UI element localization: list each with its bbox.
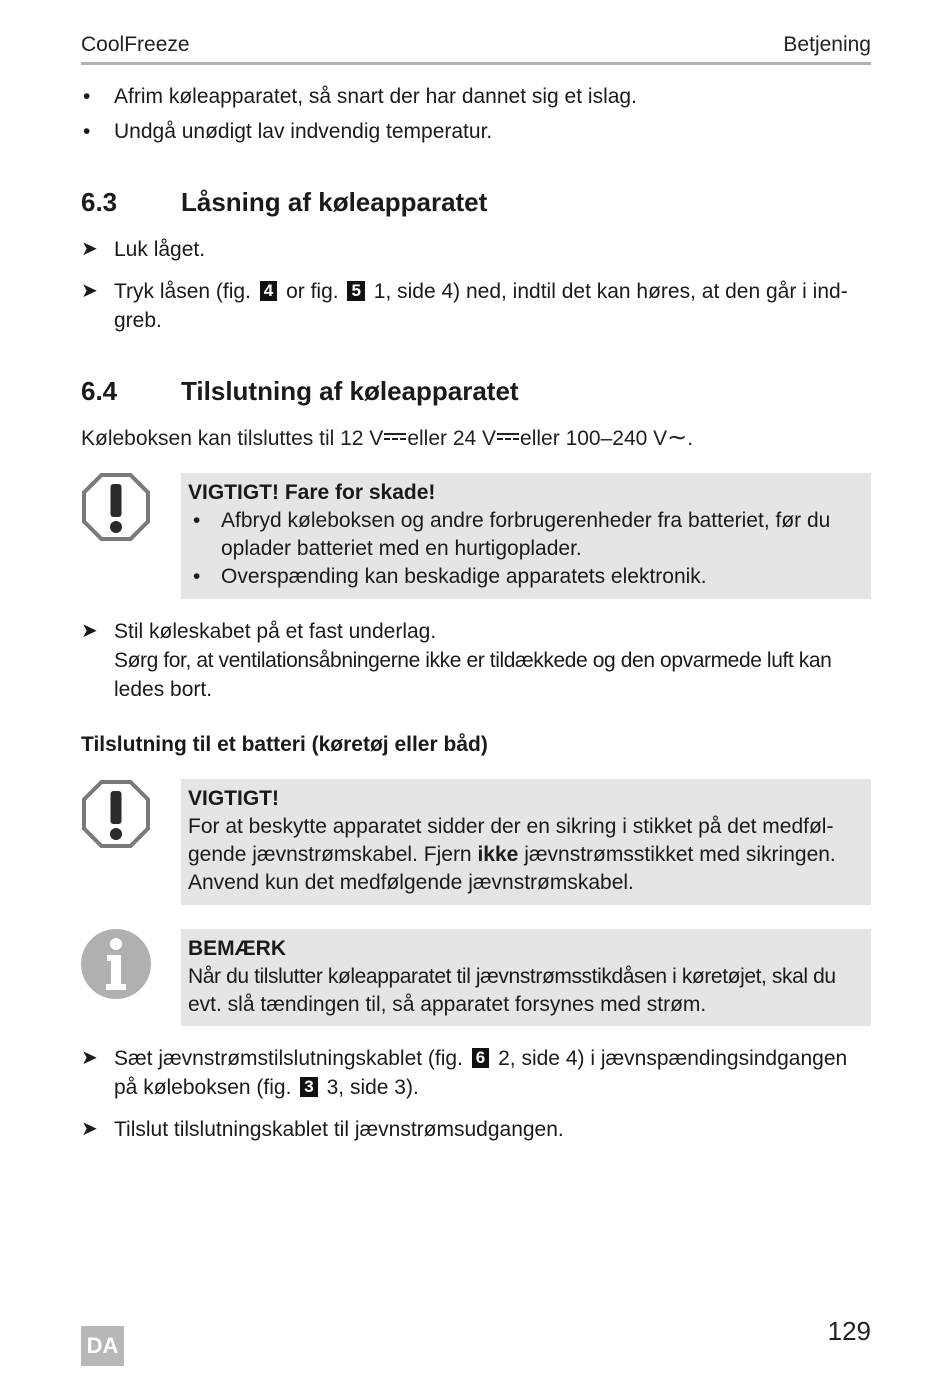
list-item	[188, 507, 864, 563]
step-text: Sæt jævnstrømstilslutningskablet (fig.	[114, 1047, 463, 1070]
intro-text: eller 24 V	[407, 427, 497, 450]
section-number: 6.4	[81, 376, 118, 406]
step-text: 3, side 3).	[326, 1076, 419, 1099]
note-title: BEMÆRK	[188, 937, 286, 960]
figure-badge: 5	[347, 281, 364, 301]
intro-text: .	[687, 427, 694, 450]
warning-text: For at beskytte apparatet sidder der en sikring i stikket på det medføl-	[188, 815, 834, 838]
warning-text: Anvend kun det medfølgende jævnstrømskabel.	[188, 871, 634, 894]
bullet-dot: •	[83, 85, 91, 108]
step-text: Luk låget.	[114, 238, 206, 261]
step-text: Tryk låsen (fig.	[114, 280, 251, 303]
section-title: Tilslutning af køleapparatet	[181, 376, 519, 406]
dc-symbol-icon	[497, 431, 519, 443]
warning-title: VIGTIGT! Fare for skade!	[188, 481, 436, 504]
warning-box	[181, 473, 871, 599]
subsection-heading: Tilslutning til et batteri (køretøj eller båd)	[81, 733, 488, 756]
bullet-dot: •	[83, 120, 91, 143]
warning-text-part: gende jævnstrømskabel. Fjern	[188, 843, 472, 866]
step-text: 1, side 4) ned, indtil det kan høres, at den går i ind-	[373, 280, 848, 303]
page-header	[81, 30, 871, 65]
step-arrow-icon: ➤	[81, 620, 98, 642]
manual-page	[81, 0, 871, 1373]
section-title: Låsning af køleapparatet	[181, 187, 488, 217]
warning-text: Afbryd køleboksen og andre forbrugerenheder fra batteriet, før du	[221, 509, 831, 532]
note-box	[181, 929, 871, 1026]
step-text: 2, side 4) i jævnspændingsindgangen	[498, 1047, 848, 1070]
step-text: Tilslut tilslutningskablet til jævnstrømsudgangen.	[114, 1118, 564, 1141]
language-tab: DA	[81, 1326, 124, 1366]
warning-title: VIGTIGT!	[188, 787, 279, 810]
warning-octagon-icon	[81, 779, 151, 849]
warning-text-part: jævnstrømsstikket med sikringen.	[524, 843, 836, 866]
step-text: på køleboksen (fig.	[114, 1076, 292, 1099]
ac-symbol-icon: ∼	[667, 424, 688, 451]
note-text: Når du tilslutter køleapparatet til jævnstrømsstikdåsen i køretøjet, skal du	[188, 965, 836, 988]
bullet-text: Undgå unødigt lav indvendig temperatur.	[114, 120, 493, 143]
header-product: CoolFreeze	[81, 33, 190, 56]
step-text: greb.	[114, 309, 162, 332]
intro-text: eller 100–240 V	[520, 427, 668, 450]
info-icon	[81, 929, 151, 999]
step-text: Sørg for, at ventilationsåbningerne ikke er tildækkede og den opvarmede luft kan	[114, 649, 832, 672]
bullet-dot: •	[193, 565, 201, 588]
voltage-intro	[81, 423, 871, 453]
warning-text: oplader batteriet med en hurtigoplader.	[221, 537, 582, 560]
step-arrow-icon: ➤	[81, 1047, 98, 1069]
step-arrow-icon: ➤	[81, 238, 98, 260]
header-chapter: Betjening	[783, 33, 871, 56]
list-item	[188, 563, 864, 591]
dc-symbol-icon	[384, 431, 406, 443]
warning-octagon-icon	[81, 472, 151, 542]
figure-badge: 4	[260, 281, 277, 301]
section-number: 6.3	[81, 187, 118, 217]
bullet-text: Afrim køleapparatet, så snart der har dannet sig et islag.	[114, 85, 637, 108]
page-number: 129	[827, 1316, 871, 1346]
step-text: ledes bort.	[114, 678, 213, 701]
bullet-dot: •	[193, 509, 201, 532]
step-text: or fig.	[286, 280, 339, 303]
warning-box	[181, 779, 871, 905]
figure-badge: 3	[300, 1077, 317, 1097]
step-arrow-icon: ➤	[81, 1118, 98, 1140]
figure-badge: 6	[472, 1048, 489, 1068]
warning-emphasis: ikke	[477, 843, 519, 866]
note-text: evt. slå tændingen til, så apparatet forsynes med strøm.	[188, 993, 707, 1016]
step-arrow-icon: ➤	[81, 280, 98, 302]
step-text: Stil køleskabet på et fast underlag.	[114, 620, 437, 643]
warning-text	[188, 841, 864, 869]
warning-text: Overspænding kan beskadige apparatets elektronik.	[221, 565, 707, 588]
intro-text: Køleboksen kan tilsluttes til 12 V	[81, 427, 384, 450]
